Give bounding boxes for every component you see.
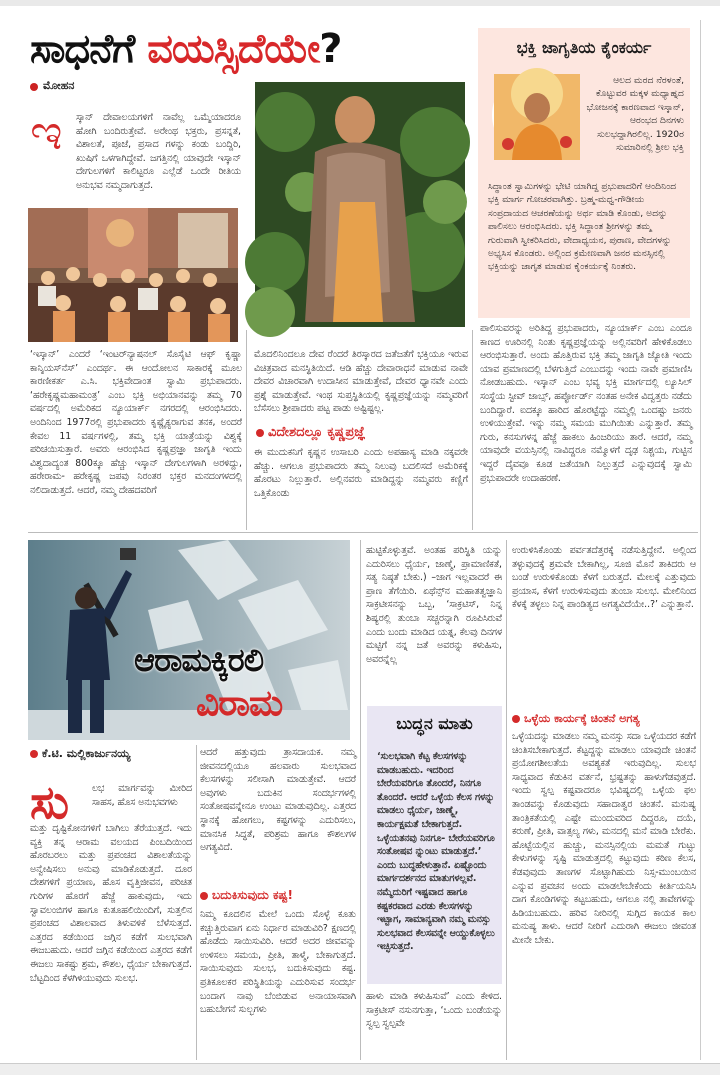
page-edge-right xyxy=(700,20,701,1060)
bhakti-sidebar-box xyxy=(478,28,690,318)
column-separator xyxy=(506,540,507,1060)
buddha-quote-box xyxy=(367,706,502,984)
headline xyxy=(30,25,341,73)
column-separator xyxy=(196,745,197,1060)
subhead-text: ಒಳ್ಳೆಯ ಕಾರ್ಯಕ್ಕೆ ಚಿಂತನೆ ಅಗತ್ಯ xyxy=(524,712,640,725)
businessman-breaking-wall-image xyxy=(28,540,350,740)
aram-byline xyxy=(30,747,130,761)
byline-bullet xyxy=(30,83,38,91)
byline: ಮೋಹನ xyxy=(43,79,75,92)
intro-paragraph: ಸ್ಕಾನ್ ದೇವಾಲಯಗಳಿಗೆ ನಾವೆಲ್ಲ ಒಮ್ಮೆಯಾದರೂ ಹೋಗಿ ಬಂದಿರುತ್ತೇವೆ. ಅರೇಂಥ ಭಕ್ತರು, ಪ್ರಸನ್ನತೆ, ವಿಶಾಲತೆ, ಪೂಜೆ, ಪ್ರಸಾದ ಗಳನ್ನು ಕಂಡು ಬಂದ್ದಿರಿ, ಖುಷಿಗೆ ಒಳಗಾಗಿದ್ದೇವೆ. ಜಗತ್ತಿನಲ್ಲಿ ಯಾವುದೇ ಇಸ್ಕಾನ್ ದೇಗುಲಗಳಿಗೆ ಕಾಲಿಟ್ಟರೂ ಎಲ್ಲೆಡೆ ಒಂದೇ ರೀತಿಯ ಅನುಭವ ನಮ್ಮದಾಗುತ್ತದೆ. xyxy=(76,112,241,191)
subhead-bullet xyxy=(512,715,520,723)
aram-column-4-continued: ಒಳ್ಳೆಯದನ್ನು ಮಾಡಲು ನಮ್ಮ ಮನಸ್ಸು ಸದಾ ಒಳ್ಳೆಯದರ ಕಡೆಗೆ ಚಿಂತಿಸಬೇಕಾಗುತ್ತದೆ. ಕೆಟ್ಟದ್ದನ್ನು ಮಾಡಲು ಯಾವುದೇ ಚಿಂತನೆ ಪ್ರಯೋಗಶೀಲತೆಯ ಅವಶ್ಯಕತೆ ಇರುವುದಿಲ್ಲ. ಸುಲಭ ಸಾಧ್ಯವಾದ ಕೆಡುಕಿನ ವರ್ತನೆ, ಭ್ರಷ್ಟತನ್ನು ಹಾಳುಗೆಡವುತ್ತದೆ. ಇಂದು ಸ್ವಲ್ಪ ಕಷ್ಟವಾದರೂ ಭವಿಷ್ಯದಲ್ಲಿ ಒಳ್ಳೆಯ ಫಲ ತಾಂಡವನ್ನು ಕೊಡುವುದು ಸಹಾದಾತ್ವರ ಚಿಂತನೆ. ಮನುಷ್ಯ ತಾಂತ್ರಿಕತೆಯಲ್ಲಿ ಎಷ್ಟೇ ಮುಂದುವರಿದ ದಿದ್ದರೂ, ದಯೆ, ಕರುಣೆ, ಪ್ರೀತಿ, ವಾತ್ಸಲ್ಯ ಗಳು, ಮನದಲ್ಲಿ ಮನೆ ಮಾಡಿ ಬೇರೆಕು. ಹೊಟ್ಟೆಯಲ್ಲಿನ ಹುಚ್ಚು, ಮನಸ್ಸಿನಲ್ಲಿಯ ಮಮತೆ ಗುಟ್ಟು ಕೇಳುಗಳನ್ನು ಸೃಷ್ಟಿ ಮಾಡುತ್ತದಲ್ಲಿ ಕಟ್ಟುವುದು ಕಠಿಣ ಕೆಲಸ, ಕೆಡವುವುದು ತಾಣಗಳ ಸೊಟ್ಟಾಗಿಹುದು ನಿಸ್ಸ-ಮುಂಬಯಿನ ಎನ್ನುವ ಪ್ರವಚನ ಅಂದು ಮಾಡಲೇಬೇಕೆಂದು ಕೀರ್ತಿಯನಿಸಿ ದಾಗ ಕೊಂಡಿಗಳನ್ನು ಕಟ್ಟಬಹುದು, ಆಗಲೂ ನಲ್ಲಿ ತಾವೇಗಳನ್ನು ಹಿಡಿಯಬಹುದು. ಹರಿವ ನೀರಿನಲ್ಲಿ ಸುಗ್ಗಿದ ಕಾಯಕ ಕಾಲ ಮನುಷ್ಯ ತಾಳು. ಆದರೆ ನೀರಿಗೆ ಎದುರಾಗಿ ಈಜಲು ಜೀವಂತ ಮೀನೇ ಬೇಕು. xyxy=(512,731,696,946)
headline-part3: ? xyxy=(319,26,342,72)
top-strip xyxy=(0,0,720,6)
bottom-strip xyxy=(0,1063,720,1075)
subhead-text: ಬದುಕಿಸುವುದು ಕಷ್ಟ! xyxy=(212,888,293,902)
headline-part1: ಸಾಧನೆಗೆ xyxy=(30,26,148,72)
drop-cap: ಇ xyxy=(30,103,63,161)
byline-bullet xyxy=(30,750,38,758)
sidebar-text-beside-photo: ಆಲದ ಮರದ ನೆರಳಂತೆ, ಕೊಟ್ಟುವರ ಮಕ್ಕಳ ಮಧ್ಯಾಹ್ನದ ಭೋಜನಕ್ಕೆ ಕಾರಣವಾದ ಇಸ್ಕಾನ್, ಆರಂಭದ ದಿನಗಳು ಸುಲಭದ್ದಾಗಿರಲಿಲ್ಲ. 1920ರ ಸುಮಾರಿನಲ್ಲಿ ಶ್ರೀಲ ಭಕ್ತಿ xyxy=(586,75,684,154)
devotees-group-photo xyxy=(28,208,238,342)
sidebar-title: ಭಕ್ತಿ ಜಾಗೃತಿಯ ಕೈಂಕರ್ಯ xyxy=(516,38,652,57)
article-column-2-continued: ಈ ಮುದುಕನಿಗೆ ಕೃಷ್ಣನ ಉಸಾಬರಿ ಎಂದು ಅಪಹಾಸ್ಯ ಮಾಡಿ ನಕ್ಕವರೇ ಹೆಚ್ಚು. ಆಗಲೂ ಪ್ರಭುಪಾದರು ತಮ್ಮ ನಿಲುವು ಬದಲಿಸದೆ ಅಮೆರಿಕಕ್ಕೆ ಹೊರಟು ನಿಲ್ಲುತ್ತಾರೆ. ಅಲ್ಲಿನವರು ಮಾಡಿದ್ದನ್ನು ನಮ್ಮವರು ಕಣ್ಣಿಗೆ ಒತ್ತಿಕೊಂಡು xyxy=(254,447,468,499)
aram-column-3: ಹುಟ್ಟಿಕೊಳ್ಳುತ್ತವೆ. ಅಂತಹ ಪರಿಸ್ಥಿತಿ ಯನ್ನು ಎದುರಿಸಲು ಧೈರ್ಯ, ಜಾಣ್ಮೆ, ಪ್ರಾಮಾಣಿಕತೆ, ಸತ್ಯ ನಿಷ್ಠತೆ ಬೇಕು.) –ಜಾಗ ಇಲ್ಲವಾದರೆ ಈ ಪ್ರಾಣ ತೆಗೆಯಿರಿ. ಏಥೆನ್ಸ್‌ನ ಮಹಾತತ್ವಜ್ಞಾನಿ ಸಾಕ್ರಟೀಸನನ್ನು ಒಬ್ಬ, ‘ಸಾಕ್ರಟಿಸ್, ನಿನ್ನ ಶಿಷ್ಯರಲ್ಲಿ ತುಂಬಾ ಸಚ್ಚರನ್ನಾಗಿ ರೂಪಿಸಿರುವೆ ಎಂದು ಬಂದು ಮಾಡಿದ ಯತ್ನ, ಕೆಲವು ದಿನಗಳ ಮಟ್ಟಿಗೆ ನನ್ನ ಜತೆ ಅವರನ್ನು ಕಳುಹಿಸು, ಅವರನ್ನೆಲ್ಲ xyxy=(366,545,502,665)
aram-column-3-end: ಹಾಳು ಮಾಡಿ ಕಳುಹಿಸುವೆ’ ಎಂದು ಕೇಳಿದ. ಸಾಕ್ರಟೀಸ್ ನಸುನಗುತ್ತಾ, ‘ಒಂದು ಬಂಡೆಯನ್ನು ಸ್ವಲ್ಪ ಸ್ವಲ್ಪವೇ xyxy=(366,991,502,1030)
prabhupada-portrait xyxy=(492,72,578,158)
subhead-bullet xyxy=(256,429,264,437)
subhead-badukisuvudu xyxy=(200,888,293,903)
subhead-bullet xyxy=(200,892,208,900)
article-column-1: ‘ಇಸ್ಕಾನ್’ ಎಂದರೆ ‘ಇಂಟರ್‌ನ್ಯಾಷನಲ್ ಸೊಸೈಟಿ ಆಫ್ ಕೃಷ್ಣಾ ಕಾನ್ಶಿಯಸ್‌ನೆಸ್’ ಎಂದರ್ಥ. ಈ ಆಂದೋಲನ ಸಾಕಾರಕ್ಕೆ ಮೂಲ ಕಾರಣೀಕರ್ತ ಎ.ಸಿ. ಭಕ್ತಿವೇದಾಂತ ಸ್ವಾಮಿ ಪ್ರಭುಪಾದರು. ‘ಹರೇಕೃಷ್ಣಮಹಾಮಂತ್ರ’ ಎಂಬ ಭಕ್ತಿ ಅಭಿಯಾನವನ್ನು ತಮ್ಮ 70 ವರ್ಷದಲ್ಲಿ ಅಮೆರಿಕದ ನ್ಯೂಯಾರ್ಕ್ ನಗರದಲ್ಲಿ ಆರಂಭಿಸಿದರು. ಅಂದಿನಿಂದ 1977ರಲ್ಲಿ ಪ್ರಭುಪಾದರು ಕೃಷ್ಣೈಕ್ಯರಾಗುವ ತನಕ, ಅಂದರೆ ಕೇವಲ 11 ವರ್ಷಗಳಲ್ಲಿ, ತಮ್ಮ ಭಕ್ತಿ ಯಾತ್ರೆಯನ್ನು ವಿಶ್ವಕ್ಕೆ ಪರಿಚಯಿಸುತ್ತಾರೆ. ಅವರು ಆರಂಭಿಸಿದ ಕೃಷ್ಣಪ್ರಜ್ಞಾ ಜಾಗೃತಿ ಇಂದು ವಿಶ್ವದಾದ್ಯಂತ 800ಕ್ಕೂ ಹೆಚ್ಚು ಇಸ್ಕಾನ್ ದೇಗುಲಗಳಾಗಿ ಅರಳಿದ್ದು, ಹರೇರಾಮ- ಹರೇಕೃಷ್ಣ ಜಪವು ನಿರಂತರ ಭಕ್ತರ ಮನದಂಗಳದಲ್ಲಿ ನಲಿದಾಡುತ್ತದೆ. ಆದರೆ, ನಮ್ಮ ದೇಹದವರಿಗೆ xyxy=(30,349,242,496)
aram-heading-line1: ಆರಾಮಕ್ಕಿರಲಿ xyxy=(134,641,264,679)
column-separator xyxy=(472,330,473,530)
aram-column-4: ಉರುಳಿಸಿಕೊಂಡು ಪರ್ವತದೆತ್ತರಕ್ಕೆ ನಡೆಸುತ್ತಿದ್ದೇನೆ. ಅಲ್ಲಿಂದ ತಳ್ಳುವುದಕ್ಕೆ ಶ್ರಮವೇ ಬೇಕಾಗಿಲ್ಲ, ಸೂಜಿ ಮೊನೆ ತಾಕಿದರು ಆ ಬಂಡೆ ಉರುಳಿಕೊಂಡು ಕೆಳಗೆ ಬರುತ್ತದೆ. ಮೇಲಕ್ಕೆ ಎತ್ತುವುದು ಪ್ರಯಾಸ, ಕೆಳಗೆ ಉರುಳಿಸುವುದು ತುಂಬಾ ಸುಲಭ. ಮೇಲಿನಿಂದ ಕೆಳಕ್ಕೆ ತಳ್ಳಲು ನಿನ್ನ ಪಾಂಡಿತ್ಯದ ಅಗತ್ಯವಿದೆಯೇ..?’ ಎನ್ನುತ್ತಾನೆ. xyxy=(512,545,696,611)
aram-column-1: ಮತ್ತು ದೃಷ್ಟಿಕೋನಗಳಿಗೆ ಬಾಗಿಲು ತೆರೆಯುತ್ತದೆ. ಇದು ವ್ಯಕ್ತಿ ತನ್ನ ಆರಾಮ ವಲಯದ ಪಿಂಬದಿಯಿಂದ ಹೊರಬರಲು ಮತ್ತು ಪ್ರಪಂಚದ ವಿಶಾಲತೆಯನ್ನು ಅನ್ವೇಷಿಸಲು ಅನುವು ಮಾಡಿಕೊಡುತ್ತದೆ. ದೂರ ದೇಶಗಳಿಗೆ ಪ್ರಯಾಣ, ಹೊಸ ವೃತ್ತಿಜೀವನ, ಪರಿಚಿತ ಗುರಿಗಳ ಹೊರಗೆ ಹೆಜ್ಜೆ ಹಾಕುವುದು, ಇದು ಸ್ವಾವಲಂಬಿಗಳ ಹಾಗೂ ಕುತೂಹಲಿಯಿಂದಿಗೆ, ಸುತ್ತಲಿನ ಪ್ರಪಂಚದ ವಿಶಾಲವಾದ ತಿಳುವಳಿಕೆ ಬೆಳೆಸುತ್ತದೆ. ಎತ್ತರದ ಕಡೆಯಿಂದ ಜಗ್ಗಿನ ಕಡೆಗೆ ಸುಲಭವಾಗಿ ಈಜಬಹುದು. ಆದರೆ ಜಗ್ಗಿನ ಕಡೆಯಿಂದ ಎತ್ತರದ ಕಡೆಗೆ ಈಜಲು ಸಾಕಷ್ಟು ಶ್ರಮ, ಕೌಶಲ, ಧೈರ್ಯ ಬೇಕಾಗುತ್ತದೆ. ಬೆಟ್ಟದಿಂದ ಕೆಳಗಿಳಿಯುವುದು ಸುಲಭ. xyxy=(30,823,192,984)
column-separator xyxy=(360,540,361,1060)
subhead-text: ವಿದೇಶದಲ್ಲೂ ಕೃಷ್ಣಪ್ರಜ್ಞೆ xyxy=(268,425,366,440)
prabhupada-standing-photo xyxy=(255,82,465,327)
aram-column-2: ಆದರೆ ಹತ್ತುವುದು ತ್ರಾಸದಾಯಕ. ನಮ್ಮ ಜೀವನದಲ್ಲಿಯೂ ಹಲವಾರು ಸುಲಭವಾದ ಕೆಲಸಗಳನ್ನು ಸಲೀಸಾಗಿ ಮಾಡುತ್ತೇವೆ. ಆದರೆ ಅವುಗಳು ಬದುಕಿನ ಸಂದರ್ಭಗಳಲ್ಲಿ ಸಂತೋಷವನ್ನೇನೂ ಉಂಟು ಮಾಡುವುದಿಲ್ಲ. ಎತ್ತರದ ಸ್ಥಾನಕ್ಕೆ ಹೋಗಲು, ಕಷ್ಟಗಳನ್ನು ಎದುರಿಸಲು, ಮಾನಸಿಕ ಸಿದ್ಧತೆ, ಪರಿಶ್ರಮ ಹಾಗೂ ಕೌಶಲಗಳ ಅಗತ್ಯವಿದೆ. xyxy=(200,747,356,854)
sidebar-text: ಸಿದ್ಧಾಂತ ಸ್ವಾಮಿಗಳನ್ನು ಭೇಟಿ ಯಾಗಿದ್ದ ಪ್ರಭುಪಾದರಿಗೆ ಆಂದಿನಿಂದ ಭಕ್ತಿ ಮಾರ್ಗ ಗೋಚರವಾಗಿತ್ತು. ಬ್ರಹ್ಮ-ಮಧ್ವ-ಗೌಡೀಯ ಸಂಪ್ರದಾಯದ ಆಚರಣೆಯನ್ನು ಅರ್ಥ ಮಾಡಿ ಕೊಂಡು, ಅದನ್ನು ಪಾಲಿಸಲು ಆರಂಭಿಸಿದರು. ಭಕ್ತಿ ಸಿದ್ಧಾಂತ ಶ್ರೀಗಳನ್ನು ತಮ್ಮ ಗುರುವಾಗಿ ಸ್ವೀಕರಿಸಿದರು, ವೇದಾಧ್ಯಯನ, ಪುರಾಣ, ವೇದಗಳನ್ನು ಅಭ್ಯಸಿಸ ಕೊಂಡರು. ಅಲ್ಲಿಂದ ಕ್ರಮೇಣವಾಗಿ ಜನರ ಮನಸ್ಸಿನಲ್ಲಿ ಭಕ್ತಿಯನ್ನು ಜಾಗೃತ ಮಾಡುವ ಕೈಂಕರ್ಯಕ್ಕೆ ನಿಂತರು. xyxy=(488,181,677,273)
aram-heading-line2: ವಿರಾಮ xyxy=(196,683,283,724)
subhead-videshadallu xyxy=(256,425,365,440)
buddha-box-title: ಬುದ್ಧನ ಮಾತು xyxy=(396,714,473,733)
buddha-quote: ‘ಸುಲಭವಾಗಿ ಕೆಟ್ಟ ಕೆಲಸಗಳನ್ನು ಮಾಡಬಹುದು. ಇದರಿಂದ ಬೇರೆಯವರಿಗೂ ತೊಂದರೆ, ನಿನಗೂ ತೊಂದರೆ. ಆದರೆ ಒಳ್ಳೆಯ ಕೆಲಸ ಗಳನ್ನು ಮಾಡಲು ಧೈರ್ಯ, ಜಾಣ್ಮ್ಗೆ, ಕಾರ್ಯಕ್ಷಮತೆ ಬೇಕಾಗುತ್ತದೆ. ಒಳ್ಳೆಯತನವು ನಿನಗೂ- ಬೇರೆಯವರಿಗೂ ಸಂತೋಷವ ನ್ನುಂಟು ಮಾಡುತ್ತದೆ.’ ಎಂದು ಬುದ್ಧಹೇಳುತ್ತಾನೆ. ಏಷ್ಟೊಂದು ಮಾರ್ಗದರ್ಶನದ ಮಾತುಗಳಲ್ಲವೆ. ನಮ್ಮೆದುರಿಗೆ ಇಷ್ಟವಾದ ಹಾಗೂ ಕಷ್ಟಕರವಾದ ಎರಡು ಕೆಲಸಗಳನ್ನು ಇಟ್ಟಾಗ, ಸಾಮಾನ್ಯವಾಗಿ ನಮ್ಮ ಮನಸ್ಸು ಸುಲಭವಾದ ಕೆಲಸವನ್ನೇ ಆಯ್ದುಕೊಳ್ಳಲು ಇಚ್ಛಿಸುತ್ತದೆ. xyxy=(377,751,495,953)
headline-part2: ವಯಸ್ಸಿದೆಯೇ xyxy=(147,26,320,72)
aram-author: ಕೆ.ಟಿ. ಮಲ್ಲಿಕಾರ್ಜುನಯ್ಯ xyxy=(42,747,131,760)
subhead-olleya-karya xyxy=(512,712,640,726)
article-column-2: ಮೊದಲಿನಿಂದಲೂ ದೇವ ರೆಂದರೆ ತಿರಸ್ಕಾರದ ಜತೆಜತೆಗೆ ಭಕ್ತಿಯೂ ಇರುವ ವಿಚಿತ್ರವಾದ ಮನಸ್ಥಿತಿಯಿದೆ. ಆಡಿ ಹೆಚ್ಚು ದೇವಾರಾಧನೆ ಮಾಡುವ ನಾವೇ ದೇವರ ವಿಚಾರವಾಗಿ ಉದಾಸೀನ ಮಾಡುತ್ತೇವೆ, ದೇವರ ಧ್ಯಾನವೇ ಎಂದು ಪ್ರಶ್ನೆ ಮಾಡುತ್ತೇವೆ. ಇಂಥ ಸುಪ್ತಸ್ಥಿತಿಯಲ್ಲಿ ಕೃಷ್ಣಪ್ರಜ್ಞೆಯನ್ನು ನಮ್ಮವರಿಗೆ ಬೆಸೆಸಲು ಶ್ರೀಪಾದರು ಪಟ್ಟ ಪಾಡು ಅಷ್ಟಿಷ್ಟಲ್ಲ. xyxy=(254,349,468,415)
aram-column-1-start: ಲಭ ಮಾರ್ಗವನ್ನು ಮೀರಿದ ಸಾಹಸ, ಹೊಸ ಅನುಭವಗಳು xyxy=(92,783,192,808)
drop-cap: ಸು xyxy=(30,775,70,829)
column-separator xyxy=(246,330,247,530)
aram-column-2-continued: ನಿಮ್ಮ ಕೂದಲಿನ ಮೇಲೆ ಒಂದು ಸೊಳ್ಳೆ ಕೂತು ಕಚ್ಚುತ್ತಿರುವಾಗ ಏನು ನಿರ್ಧಾರ ಮಾಡುವಿರಿ? ಕ್ಷಣದಲ್ಲಿ ಹೊಡೆದು ಸಾಯಿಸುವಿರಿ. ಆದರೆ ಅದರ ಜೀವವನ್ನು ಉಳಿಸಲು ಸಮಯ, ಪ್ರೀತಿ, ತಾಳ್ಮೆ, ಬೇಕಾಗುತ್ತದೆ. ಸಾಯಿಸುವುದು ಸುಲಭ, ಬದುಕಿಸುವುದು ಕಷ್ಟ. ಪ್ರತಿಕೂಲಕರ ಪರಿಸ್ಥಿತಿಯನ್ನು ಎದುರಿಸುವ ಸಂದರ್ಭ ಬಂದಾಗ ನಾವು ಬೆಂಬಿಡುವ ಅನಾಯಾಸವಾಗಿ ಬಹುಬೇಗನೆ ಸುಲ್ಭಗಳು xyxy=(200,909,356,1016)
intro-paragraph-continued xyxy=(30,152,242,204)
section-divider xyxy=(28,532,698,533)
article-column-3: ಪಾಲಿಸುವರನ್ನು ಅರಿತಿದ್ದ ಪ್ರಭುಪಾದರು, ನ್ಯೂಯಾರ್ಕ್ ಎಂಬ ಎಂದೂ ಕಾಣದ ಊರಿನಲ್ಲಿ ನಿಂತು ಕೃಷ್ಣಪ್ರಜ್ಞೆಯನ್ನು ಅಲ್ಲಿನವರಿಗೆ ಹೇಳಿಕೊಡಲು ಆರಂಭಿಸುತ್ತಾರೆ. ಅಂದು ಹೊತ್ತಿರುವ ಭಕ್ತಿ ತಮ್ಮ ಜಾಗೃತಿ ಜ್ಯೋತಿ ಇಂದು ಯಾವ ಪ್ರಮಾಣದಲ್ಲಿ ಬೆಳಗುತ್ತಿದೆ ಎಂಬುದನ್ನು ಇಂದು ನಾವೇ ಪ್ರಮಾಣಿಸಿ ನೋಡಬಹುದು. ಇಸ್ಕಾನ್ ಎಂಬ ಭವ್ಯ ಭಕ್ತಿ ಮಾರ್ಗದಲ್ಲಿ ಲ್ಯೂಸಿಲ್ ಸಂಸ್ಥೆಯ ಸ್ಟೀವ್ ಜಾಬ್ಸ್, ಹರ್ಪ್ಫೋರ್ಡ್ ನಂತಹ ಅನೇಕ ವಿದ್ವತ್ತರು ನಡೆದು ಬಂದಿದ್ದಾರೆ. ಐದಕ್ಕೂ ಹಾರಿದ ಹೊರಟ್ಟೆದ್ದು ನಮ್ಮಲ್ಲಿ ಒಂದಷ್ಟು ಜನರು ಉಳಿಯುತ್ತೇವೆ. ಇನ್ನು ನಮ್ಮ ಸಮಯ ಮುಗಿಯಿತು ಎನ್ನುತ್ತಾರೆ. ತಮ್ಮ ಗುರು, ಕನಸುಗಳನ್ನ ಹೆಜ್ಜೆ ಹಾಕಲು ಹಿಂಜರಿಯು ತಾರೆ. ಆದರೆ, ನಮ್ಮ ಯಾವುದೇ ವಯಸ್ಸಿನಲ್ಲಿ ನಾವಿದ್ದರೂ ನಮ್ಮೊಳಗೆ ದೃಢ ನಿಶ್ಚಯ, ಗುಟ್ಟಿನ ಇದ್ದರೆ ದೈವವೂ ಕೂಡ ಜತೆಯಾಗಿ ನಿಲ್ಲುತ್ತದೆ ಎನ್ನುವುದಕ್ಕೆ ಸ್ವಾಮಿ ಪ್ರಭುಪಾದರೇ ಉದಾಹರಣೆ. xyxy=(480,323,692,484)
